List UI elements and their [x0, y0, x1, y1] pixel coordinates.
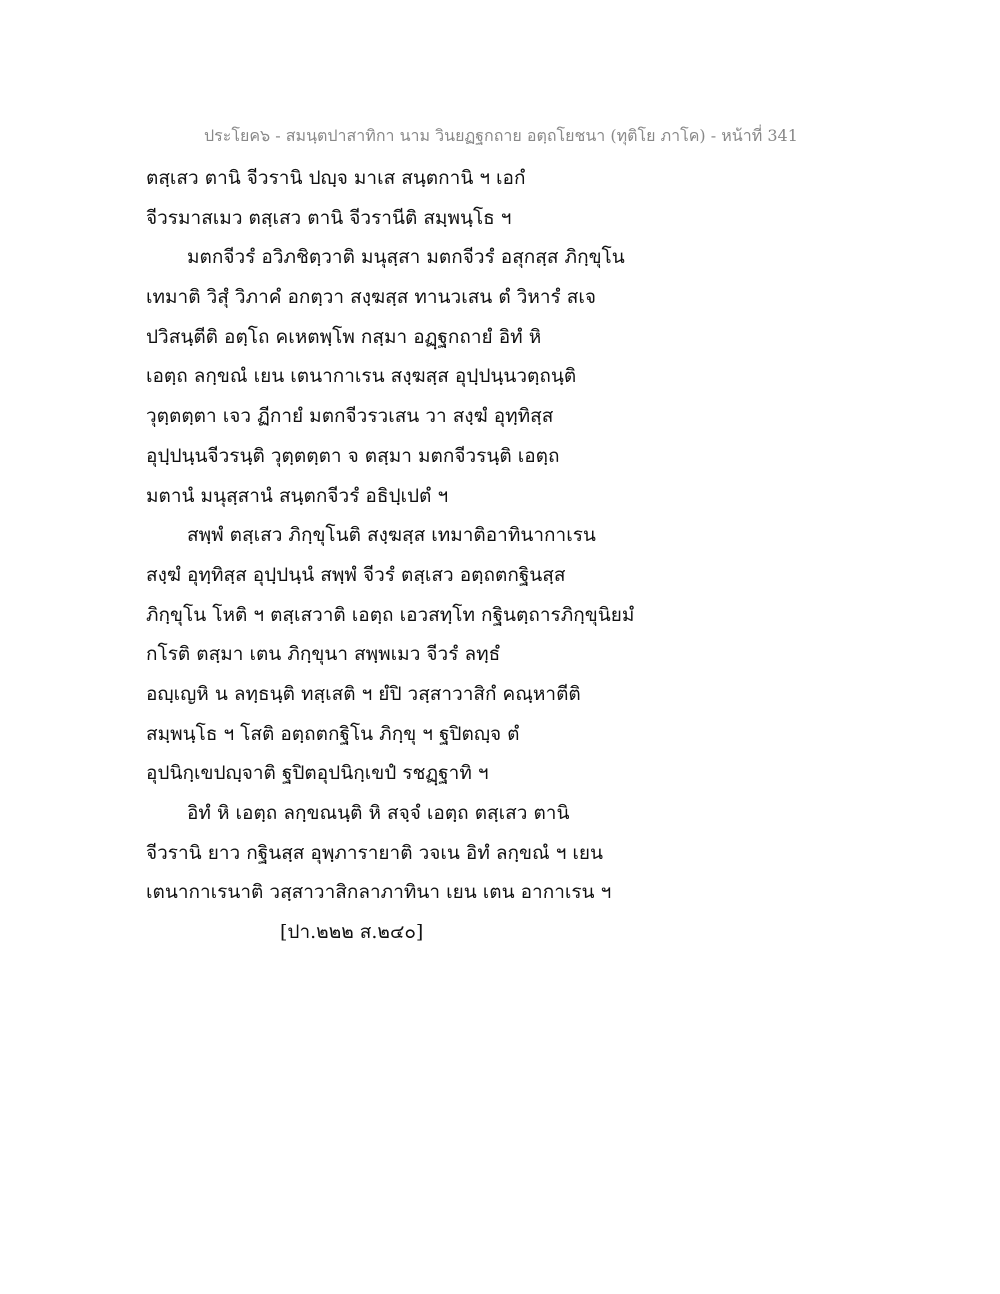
text-line: สมฺพนฺโธ ฯ โสติ อตฺถตกฐิโน ภิกฺขุ ฯ ฐปิตญฺจ ตํ [146, 722, 520, 745]
running-header: ประโยค๖ - สมนฺตปาสาทิกา นาม วินยฏฐกถาย อตฺถโยชนา (ทุติโย ภาโค) - หน้าที่ 341 [204, 126, 798, 145]
text-line: ตสฺเสว ตานิ จีวรานิ ปญฺจ มาเส สนฺตกานิ ฯ เอกํ [146, 167, 526, 189]
paragraph-start-line: อิทํ หิ เอตฺถ ลกฺขณนฺติ หิ สจฺจํ เอตฺถ ตสฺเสว ตานิ [187, 802, 570, 824]
text-line: อุปนิกฺเขปญฺจาติ ฐปิตอุปนิกฺเขปํ รชฏฺฐาทิ ฯ [146, 762, 489, 785]
text-line: กโรติ ตสฺมา เตน ภิกฺขุนา สพฺพเมว จีวรํ ลทฺธํ [146, 643, 501, 666]
text-line: มตานํ มนุสฺสานํ สนฺตกจีวรํ อธิปฺเปตํ ฯ [146, 484, 449, 507]
text-line: เทมาติ วิสุํ วิภาคํ อกตฺวา สงฺฆสฺส ทานวเสน ตํ วิหารํ สเจ [146, 286, 597, 309]
text-line: สงฺฆํ อุทฺทิสฺส อุปฺปนฺนํ สพฺพํ จีวรํ ตสฺเสว อตฺถตกฐินสฺส [146, 563, 566, 586]
text-line: อญฺเญหิ น ลทฺธนฺติ ทสฺเสติ ฯ ยํปิ วสฺสาวาสิกํ คณฺหาตีติ [146, 682, 581, 705]
text-line: วุตฺตตฺตา เจว ฏีกายํ มตกจีวรวเสน วา สงฺฆํ อุทฺทิสฺส [146, 405, 554, 428]
paragraph-start-line: สพฺพํ ตสฺเสว ภิกฺขุโนติ สงฺฆสฺส เทมาติอาทินากาเรน [187, 524, 596, 547]
body-text [146, 159, 786, 953]
text-line: อุปฺปนฺนจีวรนฺติ วุตฺตตฺตา จ ตสฺมา มตกจีวรนฺติ เอตฺถ [146, 444, 560, 467]
text-line: เอตฺถ ลกฺขณํ เยน เตนากาเรน สงฺฆสฺส อุปฺปนฺนวตฺถนฺติ [146, 365, 577, 388]
text-line: เตนากาเรนาติ วสฺสาวาสิกลาภาทินา เยน เตน อากาเรน ฯ [146, 881, 612, 904]
page-reference: [ปา.๒๒๒ ส.๒๔๐] [280, 921, 424, 944]
text-line: ปวิสนฺตีติ อตฺโถ คเหตพฺโพ กสฺมา อฏฺฐกถายํ อิทํ หิ [146, 325, 542, 348]
paragraph-start-line: มตกจีวรํ อวิภชิตฺวาติ มนุสฺสา มตกจีวรํ อสุกสฺส ภิกฺขุโน [187, 246, 625, 269]
text-line: จีวรานิ ยาว กฐินสฺส อุพฺภารายาติ วจเน อิทํ ลกฺขณํ ฯ เยน [146, 841, 604, 864]
text-line: จีวรมาสเมว ตสฺเสว ตานิ จีวรานีติ สมฺพนฺโธ ฯ [146, 206, 512, 229]
text-line: ภิกฺขุโน โหติ ฯ ตสฺเสวาติ เอตฺถ เอวสทฺโท กฐินตฺถารภิกฺขุนิยมํ [146, 603, 635, 626]
